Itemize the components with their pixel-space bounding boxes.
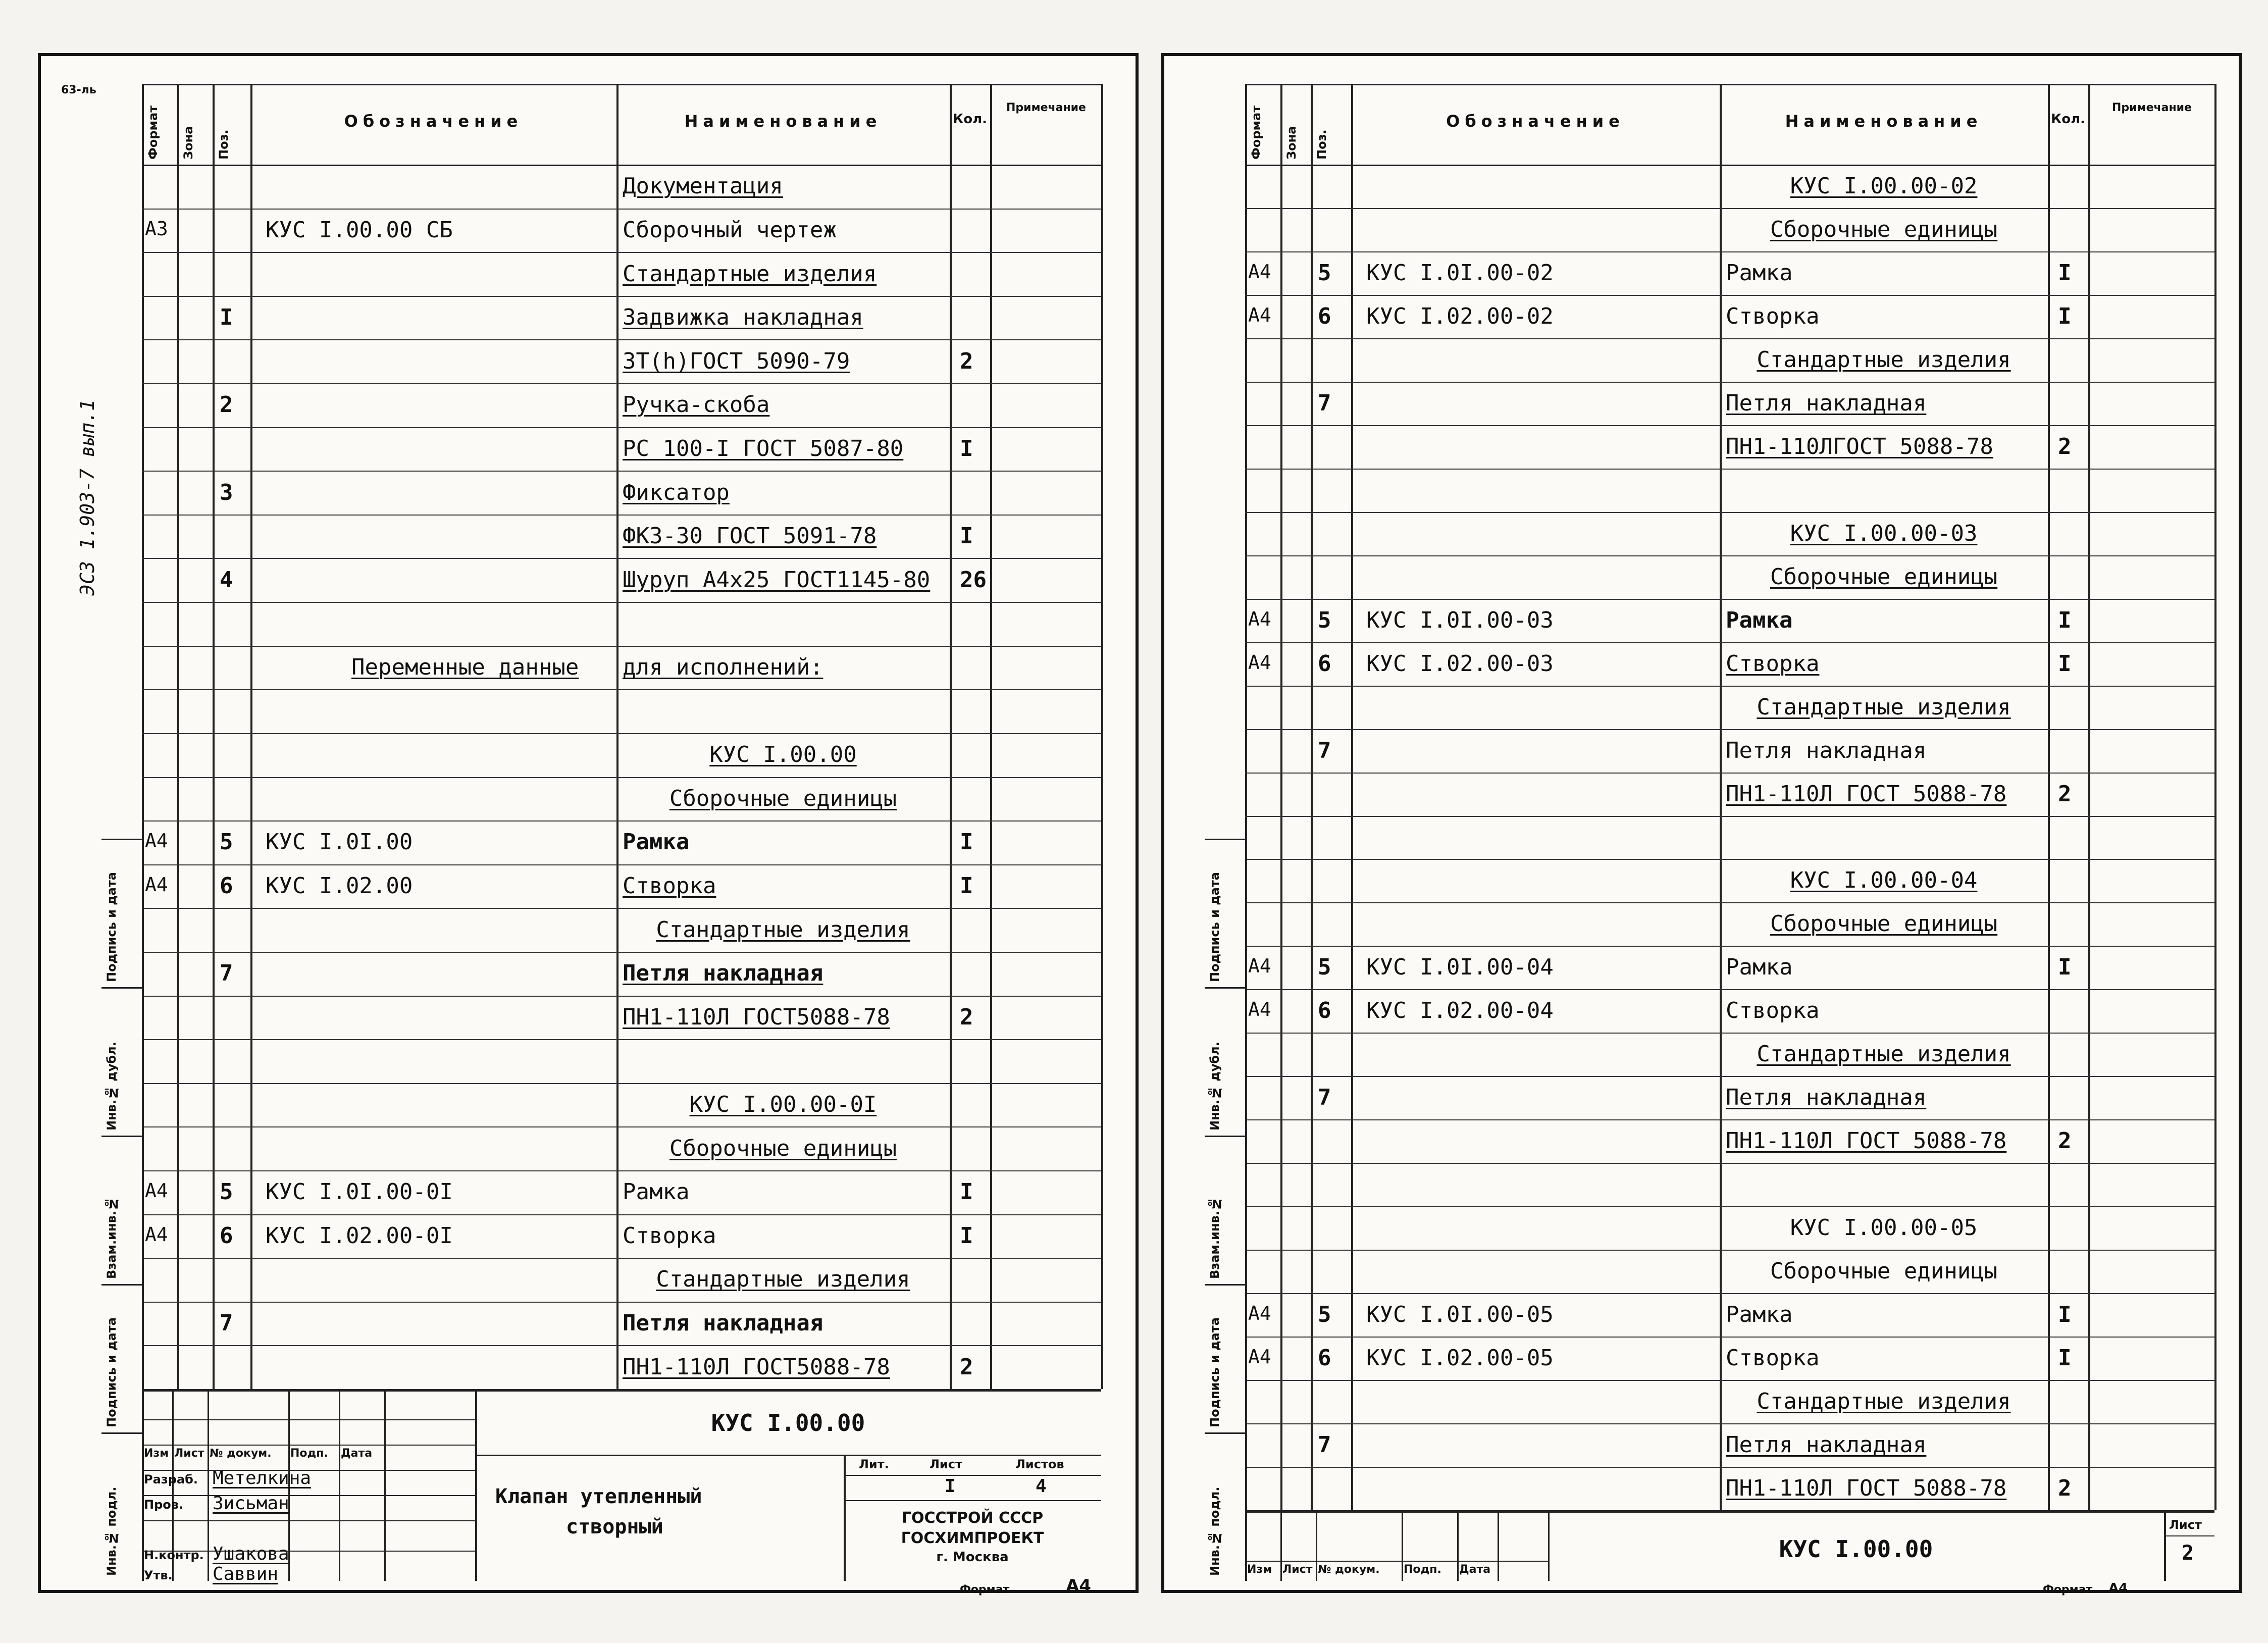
sheets-value: 4 <box>1036 1476 1047 1497</box>
table-row-line <box>142 908 1101 909</box>
format-value: А4 <box>2108 1581 2128 1596</box>
sheets-label: Листов <box>1015 1457 1064 1471</box>
title-role: Разраб. <box>144 1472 198 1486</box>
cell-quantity: I <box>2058 1302 2072 1328</box>
side-label: Инв.№ подл. <box>1208 1486 1222 1576</box>
title-row-line <box>1245 1561 1548 1562</box>
table-row-line <box>1245 1033 2214 1034</box>
table-row-line <box>142 1126 1101 1127</box>
cell-name: Ручка-скоба <box>623 392 770 418</box>
side-strip-line <box>1245 839 1247 1581</box>
cell-name: Стандартные изделия <box>656 916 910 943</box>
title-col-label: Подп. <box>290 1447 328 1460</box>
cell-designation: КУС I.02.00-02 <box>1366 303 1554 329</box>
table-row-line <box>1245 1250 2214 1251</box>
cell-format: А4 <box>1248 651 1271 674</box>
header-divider <box>142 165 1101 166</box>
grid-col-line <box>1351 84 1353 1510</box>
cell-name: Сборочные единицы <box>669 785 897 811</box>
cell-designation: КУС I.02.00-05 <box>1366 1345 1554 1371</box>
cell-name: Шуруп А4х25 ГОСТ1145-80 <box>623 567 931 593</box>
title-role: Пров. <box>144 1498 184 1512</box>
side-label: Подпись и дата <box>105 872 119 982</box>
title-block-doc-code: КУС I.00.00 <box>1779 1535 1933 1563</box>
side-strip-divider <box>101 1284 142 1286</box>
cell-name: Рамка <box>1726 607 1793 633</box>
table-row-line <box>1245 1163 2214 1164</box>
cell-designation: КУС I.02.00-04 <box>1366 998 1554 1024</box>
corner-mark: 63-ль <box>61 84 96 96</box>
title-person: Саввин <box>213 1564 279 1584</box>
title-block-top <box>1245 1510 2214 1513</box>
side-strip-divider <box>1205 1284 1245 1286</box>
title-row-line <box>142 1445 475 1446</box>
table-row-line <box>1245 1076 2214 1077</box>
header-format: Формат <box>146 105 160 160</box>
title-col-line <box>339 1389 340 1581</box>
sheet-box-line <box>2164 1510 2166 1581</box>
header-zone: Зона <box>181 126 195 160</box>
title-person: Ушакова <box>213 1544 289 1564</box>
table-row-line <box>142 252 1101 253</box>
title-col-label: Подп. <box>1404 1563 1441 1576</box>
table-row-line <box>142 1345 1101 1346</box>
cell-format: А4 <box>1248 1346 1271 1368</box>
header-pos: Поз. <box>1315 129 1329 160</box>
cell-name: КУС I.00.00 <box>709 742 857 768</box>
sheet-value: 2 <box>2182 1542 2194 1565</box>
cell-name: КУС I.00.00-02 <box>1790 173 1978 199</box>
cell-name: Стандартные изделия <box>623 261 877 287</box>
cell-position: 6 <box>1318 998 1331 1024</box>
table-row-line <box>142 733 1101 734</box>
cell-format: А4 <box>1248 955 1271 978</box>
cell-name: Петля накладная <box>1726 1432 1927 1458</box>
table-row-line <box>1245 642 2214 643</box>
table-row-line <box>1245 599 2214 600</box>
table-row-line <box>1245 729 2214 730</box>
grid-col-line <box>1720 84 1722 1510</box>
table-row-line <box>1245 512 2214 513</box>
cell-designation: КУС I.0I.00-04 <box>1366 954 1554 981</box>
cell-name: Задвижка накладная <box>623 304 863 331</box>
table-row-line <box>142 558 1101 559</box>
cell-name: Стандартные изделия <box>1757 694 2011 720</box>
left-spec-table <box>41 56 1136 1596</box>
cell-quantity: I <box>960 435 973 461</box>
table-row-line <box>1245 1119 2214 1120</box>
table-row-line <box>1245 1423 2214 1424</box>
title-role: Н.контр. <box>144 1548 204 1562</box>
side-label: Инв.№ дубл. <box>105 1042 119 1131</box>
cell-quantity: 2 <box>2058 433 2072 459</box>
cell-position: 6 <box>1318 1345 1331 1371</box>
cell-position: I <box>220 304 233 331</box>
cell-position: 6 <box>1318 303 1331 329</box>
cell-name: Рамка <box>1726 260 1793 286</box>
side-label: Подпись и дата <box>105 1317 119 1427</box>
title-block-doc-code: КУС I.00.00 <box>711 1409 865 1436</box>
table-row-line <box>1245 555 2214 556</box>
side-label: Подпись и дата <box>1208 1317 1222 1427</box>
cell-name: Документация <box>623 173 783 199</box>
table-row-line <box>142 1214 1101 1215</box>
cell-name: Рамка <box>1726 1302 1793 1328</box>
cell-position: 5 <box>1318 260 1331 286</box>
header-zone: Зона <box>1284 126 1299 160</box>
cell-position: 5 <box>1318 1302 1331 1328</box>
cell-format: А4 <box>1248 607 1271 630</box>
cell-name: Стандартные изделия <box>1757 1041 2011 1067</box>
table-row-line <box>142 820 1101 822</box>
header-name: Наименование <box>684 112 882 131</box>
title-col-line <box>1457 1510 1459 1581</box>
grid-col-line <box>950 84 952 1389</box>
cell-name: Фиксатор <box>623 479 730 505</box>
org-line1: ГОССТРОЙ СССР <box>901 1509 1044 1527</box>
cell-name: Петля накладная <box>1726 390 1927 416</box>
table-row-line <box>1245 902 2214 903</box>
cell-quantity: 2 <box>2058 781 2072 807</box>
cell-quantity: I <box>960 523 973 549</box>
header-name: Наименование <box>1785 112 1983 131</box>
cell-name: Петля накладная <box>1726 1085 1927 1111</box>
side-label: Взам.инв.№ <box>1208 1197 1222 1279</box>
cell-quantity: 2 <box>960 348 973 374</box>
cell-name: Стандартные изделия <box>656 1266 910 1293</box>
header-qty: Кол. <box>2051 112 2086 127</box>
cell-name: ЗТ(h)ГОСТ 5090-79 <box>623 348 850 374</box>
cell-position: 5 <box>1318 607 1331 633</box>
table-row-line <box>1245 208 2214 209</box>
grid-col-line <box>250 84 252 1389</box>
title-person: Зисьман <box>213 1493 289 1514</box>
title-col-label: Изм <box>144 1447 169 1460</box>
side-label: Взам.инв.№ <box>105 1197 119 1279</box>
grid-col-line <box>616 84 618 1389</box>
cell-designation: Переменные данные <box>351 654 579 680</box>
table-row-line <box>142 777 1101 778</box>
table-row-line <box>1245 251 2214 252</box>
cell-quantity: 2 <box>2058 1475 2072 1502</box>
cell-position: 5 <box>220 1179 233 1205</box>
table-row-line <box>142 1170 1101 1171</box>
cell-name: Сборочные единицы <box>1770 563 1998 590</box>
cell-name: Петля накладная <box>623 1310 823 1337</box>
side-strip-divider <box>101 1136 142 1137</box>
header-pos: Поз. <box>217 129 231 160</box>
table-row-line <box>142 1083 1101 1084</box>
side-label: Инв.№ подл. <box>105 1486 119 1576</box>
grid-col-line <box>1280 84 1282 1510</box>
table-row-line <box>1245 1206 2214 1207</box>
title-lit-line <box>844 1475 1101 1476</box>
title-col-label: Изм <box>1247 1563 1272 1576</box>
cell-name: ПН1-110ЛГОСТ 5088-78 <box>1726 433 1993 459</box>
header-qty: Кол. <box>953 112 988 127</box>
cell-position: 7 <box>1318 1085 1331 1111</box>
side-label: Подпись и дата <box>1208 872 1222 982</box>
grid-col-line <box>2214 84 2217 1510</box>
side-strip-divider <box>1205 987 1245 989</box>
cell-quantity: I <box>2058 650 2072 677</box>
table-row-line <box>142 602 1101 603</box>
title-col-label: Лист <box>1282 1563 1313 1576</box>
cell-name: Сборочные единицы <box>1770 1258 1998 1285</box>
cell-quantity: I <box>2058 607 2072 633</box>
header-format: Формат <box>1249 105 1263 160</box>
side-strip-divider <box>1205 839 1245 840</box>
cell-name: КУС I.00.00-03 <box>1790 520 1978 546</box>
table-row-line <box>142 515 1101 516</box>
table-row-line <box>1245 1337 2214 1338</box>
title-block-code-line <box>475 1455 1101 1456</box>
side-strip-divider <box>101 1432 142 1434</box>
cell-name: для исполнений: <box>623 654 823 680</box>
header-designation: Обозначение <box>344 112 523 131</box>
cell-name: ПН1-110Л ГОСТ 5088-78 <box>1726 1128 2007 1154</box>
cell-name: Сборочные единицы <box>1770 216 1998 242</box>
cell-format: А4 <box>145 1179 168 1202</box>
sheet-box-divider <box>2164 1535 2214 1536</box>
right-spec-sheet <box>1161 53 2242 1596</box>
cell-name: Сборочный чертеж <box>623 217 837 243</box>
table-row-line <box>142 646 1101 647</box>
sheet-label: Лист <box>2169 1518 2202 1532</box>
cell-name: РС 100-I ГОСТ 5087-80 <box>623 435 904 461</box>
header-designation: Обозначение <box>1446 112 1625 131</box>
org-line2: ГОСХИМПРОЕКТ <box>901 1529 1044 1547</box>
title-person: Метелкина <box>213 1468 312 1488</box>
cell-designation: КУС I.0I.00-0I <box>266 1179 453 1205</box>
grid-col-line <box>2088 84 2090 1510</box>
title-col-line <box>384 1389 386 1581</box>
cell-position: 6 <box>1318 650 1331 677</box>
cell-name: Рамка <box>1726 954 1793 981</box>
table-row-line <box>142 689 1101 690</box>
title-col-label: № докум. <box>210 1447 272 1460</box>
cell-name: Петля накладная <box>623 960 823 987</box>
cell-name: Створка <box>623 1222 716 1249</box>
grid-col-line <box>1101 84 1103 1389</box>
table-row-line <box>1245 946 2214 947</box>
cell-quantity: I <box>960 1222 973 1249</box>
side-label: Инв.№ дубл. <box>1208 1042 1222 1131</box>
cell-format: А4 <box>1248 260 1271 283</box>
table-row-line <box>1245 989 2214 990</box>
cell-name: Створка <box>1726 650 1820 677</box>
cell-quantity: 2 <box>2058 1128 2072 1154</box>
table-row-line <box>1245 816 2214 817</box>
cell-position: 6 <box>220 873 233 899</box>
side-strip-divider <box>101 839 142 840</box>
cell-position: 7 <box>1318 737 1331 763</box>
cell-name: Петля накладная <box>1726 737 1927 763</box>
table-row-line <box>1245 1467 2214 1468</box>
cell-position: 7 <box>220 1310 233 1337</box>
table-row-line <box>142 996 1101 997</box>
cell-quantity: 2 <box>960 1354 973 1380</box>
table-row-line <box>1245 773 2214 774</box>
cell-quantity: I <box>960 829 973 855</box>
title-block-top <box>142 1389 1101 1392</box>
cell-name: Створка <box>1726 1345 1820 1371</box>
cell-position: 4 <box>220 567 233 593</box>
cell-quantity: I <box>2058 260 2072 286</box>
cell-name: ПН1-110Л ГОСТ 5088-78 <box>1726 781 2007 807</box>
cell-name: Сборочные единицы <box>669 1135 897 1161</box>
cell-name: ФКЗ-30 ГОСТ 5091-78 <box>623 523 877 549</box>
cell-designation: КУС I.02.00 <box>266 873 413 899</box>
table-top-line <box>142 84 1101 85</box>
header-divider <box>1245 165 2214 166</box>
title-role: Утв. <box>144 1568 173 1582</box>
table-row-line <box>142 952 1101 953</box>
cell-format: А4 <box>1248 998 1271 1021</box>
format-label: Формат <box>960 1583 1010 1596</box>
format-value: А4 <box>1066 1576 1091 1596</box>
header-note: Примечание <box>2112 101 2192 114</box>
cell-designation: КУС I.0I.00-02 <box>1366 260 1554 286</box>
table-row-line <box>142 1039 1101 1040</box>
side-strip-divider <box>1205 1432 1245 1434</box>
cell-quantity: I <box>960 1179 973 1205</box>
grid-col-line <box>1311 84 1313 1510</box>
cell-name: ПН1-110Л ГОСТ5088-78 <box>623 1004 890 1030</box>
cell-designation: КУС I.02.00-0I <box>266 1222 453 1249</box>
cell-position: 5 <box>220 829 233 855</box>
cell-name: КУС I.00.00-05 <box>1790 1215 1978 1241</box>
cell-position: 6 <box>220 1222 233 1249</box>
cell-quantity: I <box>2058 303 2072 329</box>
title-col-line <box>1280 1510 1282 1581</box>
cell-name: Створка <box>1726 303 1820 329</box>
cell-format: А4 <box>1248 1302 1271 1325</box>
cell-position: 7 <box>1318 1432 1331 1458</box>
table-row-line <box>1245 338 2214 339</box>
title-lit-line2 <box>844 1500 1101 1501</box>
table-row-line <box>142 427 1101 428</box>
table-row-line <box>142 383 1101 384</box>
title-col-label: Лист <box>174 1447 204 1460</box>
sheet-value: I <box>945 1476 956 1497</box>
table-row-line <box>1245 469 2214 470</box>
product-title-line2: створный <box>566 1515 663 1538</box>
org-line3: г. Москва <box>936 1550 1009 1565</box>
title-col-line <box>142 1389 143 1581</box>
table-row-line <box>1245 686 2214 687</box>
cell-name: Рамка <box>623 1179 690 1205</box>
table-row-line <box>1245 382 2214 383</box>
cell-name: Стандартные изделия <box>1757 346 2011 373</box>
title-col-line <box>1316 1510 1317 1581</box>
table-row-line <box>142 209 1101 210</box>
cell-designation: КУС I.00.00 СБ <box>266 217 453 243</box>
title-col-line <box>1402 1510 1403 1581</box>
table-row-line <box>1245 1380 2214 1381</box>
cell-name: Сборочные единицы <box>1770 911 1998 937</box>
cell-designation: КУС I.0I.00-03 <box>1366 607 1554 633</box>
title-col-line <box>1245 1510 1247 1581</box>
cell-format: А3 <box>145 217 168 240</box>
table-row-line <box>142 864 1101 865</box>
table-row-line <box>142 1302 1101 1303</box>
cell-quantity: 26 <box>960 567 987 593</box>
title-row-line <box>142 1520 475 1521</box>
cell-position: 5 <box>1318 954 1331 981</box>
table-row-line <box>1245 295 2214 296</box>
grid-col-line <box>2048 84 2050 1510</box>
cell-quantity: 2 <box>960 1004 973 1030</box>
title-col-label: Дата <box>1459 1563 1491 1576</box>
grid-col-line <box>990 84 992 1389</box>
format-label: Формат <box>2043 1583 2093 1596</box>
cell-designation: КУС I.02.00-03 <box>1366 650 1554 677</box>
cell-designation: КУС I.0I.00-05 <box>1366 1302 1554 1328</box>
table-row-line <box>1245 425 2214 426</box>
cell-position: 3 <box>220 479 233 505</box>
sheet-label: Лист <box>930 1457 962 1471</box>
cell-format: А4 <box>145 1223 168 1246</box>
header-note: Примечание <box>1006 101 1086 114</box>
cell-name: Стандартные изделия <box>1757 1389 2011 1415</box>
cell-format: А4 <box>145 830 168 852</box>
cell-format: А4 <box>145 874 168 896</box>
cell-quantity: I <box>960 873 973 899</box>
right-spec-table <box>1164 56 2239 1596</box>
cell-name: ПН1-110Л ГОСТ5088-78 <box>623 1354 890 1380</box>
cell-designation: КУС I.0I.00 <box>266 829 413 855</box>
product-title-line1: Клапан утепленный <box>495 1485 702 1508</box>
cell-quantity: I <box>2058 1345 2072 1371</box>
cell-name: Створка <box>1726 998 1820 1024</box>
title-col-line <box>1498 1510 1499 1581</box>
title-col-line <box>475 1389 477 1581</box>
title-row-line <box>142 1419 475 1420</box>
table-top-line <box>1245 84 2214 85</box>
title-row-line <box>142 1495 475 1496</box>
cell-position: 2 <box>220 392 233 418</box>
table-row-line <box>142 339 1101 340</box>
left-spec-sheet <box>38 53 1139 1596</box>
grid-col-line <box>177 84 179 1389</box>
cell-quantity: I <box>2058 954 2072 981</box>
table-row-line <box>1245 1293 2214 1294</box>
side-strip-divider <box>101 987 142 989</box>
title-col-label: Дата <box>341 1447 373 1460</box>
left-side-note: ЭСЗ 1.903-7 вып.1 <box>76 399 98 596</box>
cell-name: ПН1-110Л ГОСТ 5088-78 <box>1726 1475 2007 1502</box>
cell-format: А4 <box>1248 303 1271 326</box>
table-row-line <box>142 471 1101 472</box>
table-row-line <box>142 296 1101 297</box>
cell-name: Створка <box>623 873 716 899</box>
lit-label: Лит. <box>859 1457 889 1471</box>
title-col-line <box>208 1389 209 1581</box>
cell-position: 7 <box>1318 390 1331 416</box>
cell-name: КУС I.00.00-04 <box>1790 867 1978 894</box>
side-strip-divider <box>1205 1136 1245 1137</box>
cell-name: КУС I.00.00-0I <box>689 1092 877 1118</box>
table-row-line <box>142 1258 1101 1259</box>
title-col-label: № докум. <box>1318 1563 1380 1576</box>
cell-name: Рамка <box>623 829 690 855</box>
table-row-line <box>1245 859 2214 860</box>
cell-position: 7 <box>220 960 233 987</box>
grid-col-line <box>213 84 215 1389</box>
